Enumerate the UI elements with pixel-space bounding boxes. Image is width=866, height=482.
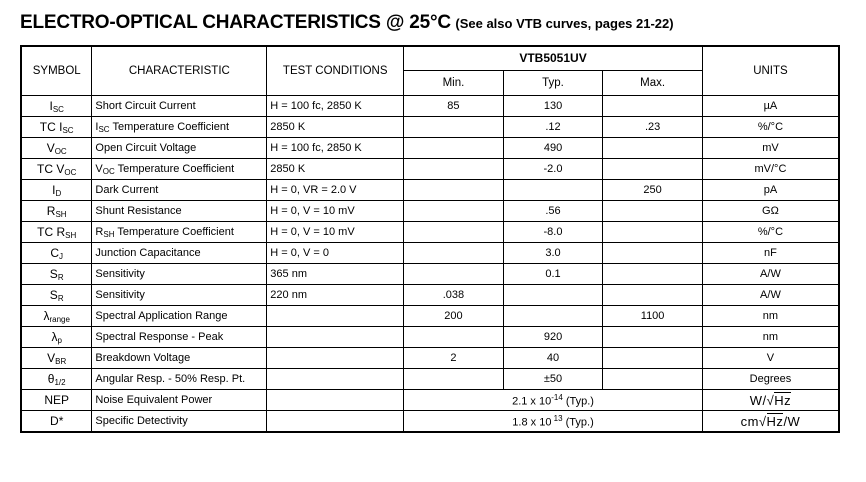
value-cell: 1.8 x 10 $^{13}$ (Typ.) [404, 411, 703, 433]
typ-cell: -8.0 [503, 222, 603, 243]
symbol-cell: $S_R$ [21, 264, 92, 285]
max-cell: .23 [603, 117, 703, 138]
min-cell [404, 243, 504, 264]
condition-cell: 220 nm [267, 285, 404, 306]
units-cell: GΩ [702, 201, 839, 222]
condition-cell: 2850 K [267, 159, 404, 180]
symbol-cell: $C_J$ [21, 243, 92, 264]
condition-cell [267, 327, 404, 348]
header-part-number: VTB5051UV [404, 46, 703, 70]
table-row [21, 243, 839, 264]
header-min: Min. [404, 70, 504, 95]
condition-cell: H = 0, V = 0 [267, 243, 404, 264]
max-cell [603, 222, 703, 243]
typ-cell [503, 285, 603, 306]
table-row-dstar [21, 411, 839, 433]
max-cell [603, 159, 703, 180]
characteristic-cell: $I_{SC}$ Temperature Coefficient [92, 117, 267, 138]
condition-cell [267, 348, 404, 369]
min-cell [404, 180, 504, 201]
characteristic-cell: Dark Current [92, 180, 267, 201]
table-row [21, 96, 839, 117]
symbol-cell: $S_R$ [21, 285, 92, 306]
typ-cell: 920 [503, 327, 603, 348]
max-cell [603, 285, 703, 306]
condition-cell [267, 369, 404, 390]
condition-cell: H = 100 fc, 2850 K [267, 138, 404, 159]
characteristic-cell: Sensitivity [92, 264, 267, 285]
value-cell: 2.1 x $10^{-14}$ (Typ.) [404, 390, 703, 411]
units-cell: A/W [702, 285, 839, 306]
min-cell [404, 222, 504, 243]
condition-cell [267, 306, 404, 327]
units-cell: %/°C [702, 222, 839, 243]
typ-cell: 40 [503, 348, 603, 369]
units-cell: Degrees [702, 369, 839, 390]
condition-cell: 2850 K [267, 117, 404, 138]
min-cell [404, 327, 504, 348]
condition-cell: H = 0, V = 10 mV [267, 222, 404, 243]
characteristics-table [20, 45, 840, 433]
max-cell [603, 348, 703, 369]
symbol-cell: TC $I_{SC}$ [21, 117, 92, 138]
table-row [21, 222, 839, 243]
symbol-cell: $\theta_{1/2}$ [21, 369, 92, 390]
symbol-cell: NEP [21, 390, 92, 411]
symbol-cell: $I_D$ [21, 180, 92, 201]
min-cell [404, 264, 504, 285]
min-cell: 2 [404, 348, 504, 369]
characteristic-cell: Noise Equivalent Power [92, 390, 267, 411]
table-row [21, 369, 839, 390]
characteristic-cell: Specific Detectivity [92, 411, 267, 433]
characteristic-cell: Open Circuit Voltage [92, 138, 267, 159]
table-row [21, 348, 839, 369]
typ-cell: 3.0 [503, 243, 603, 264]
max-cell: 250 [603, 180, 703, 201]
characteristic-cell: Angular Resp. - 50% Resp. Pt. [92, 369, 267, 390]
units-cell: mV [702, 138, 839, 159]
title-main: ELECTRO-OPTICAL CHARACTERISTICS @ 25°C [20, 12, 451, 33]
characteristic-cell: $R_{SH}$ Temperature Coefficient [92, 222, 267, 243]
header-symbol: SYMBOL [21, 46, 92, 96]
symbol-cell: $I_{SC}$ [21, 96, 92, 117]
min-cell [404, 138, 504, 159]
max-cell [603, 243, 703, 264]
table-row [21, 264, 839, 285]
header-characteristic: CHARACTERISTIC [92, 46, 267, 96]
header-test-conditions: TEST CONDITIONS [267, 46, 404, 96]
min-cell: 200 [404, 306, 504, 327]
characteristic-cell: Junction Capacitance [92, 243, 267, 264]
max-cell [603, 264, 703, 285]
condition-cell [267, 411, 404, 433]
min-cell [404, 159, 504, 180]
units-cell: mV/°C [702, 159, 839, 180]
units-cell: nm [702, 327, 839, 348]
table-row [21, 180, 839, 201]
header-units: UNITS [702, 46, 839, 96]
typ-cell: ±50 [503, 369, 603, 390]
typ-cell [503, 180, 603, 201]
symbol-cell: $V_{OC}$ [21, 138, 92, 159]
max-cell: 1100 [603, 306, 703, 327]
characteristic-cell: Breakdown Voltage [92, 348, 267, 369]
table-row [21, 159, 839, 180]
units-cell: µA [702, 96, 839, 117]
units-cell: W/√Hz [702, 390, 839, 411]
units-cell: nm [702, 306, 839, 327]
units-cell: nF [702, 243, 839, 264]
table-row [21, 201, 839, 222]
min-cell [404, 117, 504, 138]
table-row [21, 117, 839, 138]
units-cell: A/W [702, 264, 839, 285]
min-cell: 85 [404, 96, 504, 117]
table-row [21, 306, 839, 327]
typ-cell: 490 [503, 138, 603, 159]
characteristic-cell: Short Circuit Current [92, 96, 267, 117]
table-row [21, 285, 839, 306]
condition-cell [267, 390, 404, 411]
header-max: Max. [603, 70, 703, 95]
characteristic-cell: Spectral Application Range [92, 306, 267, 327]
table-row-nep [21, 390, 839, 411]
page-title [20, 12, 674, 34]
units-cell: %/°C [702, 117, 839, 138]
symbol-cell: $V_{BR}$ [21, 348, 92, 369]
table-row [21, 138, 839, 159]
condition-cell: 365 nm [267, 264, 404, 285]
typ-cell: .56 [503, 201, 603, 222]
min-cell: .038 [404, 285, 504, 306]
typ-cell: 130 [503, 96, 603, 117]
characteristic-cell: Sensitivity [92, 285, 267, 306]
condition-cell: H = 0, V = 10 mV [267, 201, 404, 222]
max-cell [603, 138, 703, 159]
characteristic-cell: Shunt Resistance [92, 201, 267, 222]
condition-cell: H = 100 fc, 2850 K [267, 96, 404, 117]
title-sub: (See also VTB curves, pages 21-22) [455, 16, 674, 31]
symbol-cell: D* [21, 411, 92, 433]
symbol-cell: $\lambda_p$ [21, 327, 92, 348]
units-cell: V [702, 348, 839, 369]
max-cell [603, 96, 703, 117]
symbol-cell: $R_{SH}$ [21, 201, 92, 222]
header-typ: Typ. [503, 70, 603, 95]
symbol-cell: TC $R_{SH}$ [21, 222, 92, 243]
units-cell: pA [702, 180, 839, 201]
condition-cell: H = 0, VR = 2.0 V [267, 180, 404, 201]
typ-cell [503, 306, 603, 327]
max-cell [603, 201, 703, 222]
max-cell [603, 327, 703, 348]
typ-cell: 0.1 [503, 264, 603, 285]
min-cell [404, 201, 504, 222]
typ-cell: -2.0 [503, 159, 603, 180]
max-cell [603, 369, 703, 390]
characteristic-cell: Spectral Response - Peak [92, 327, 267, 348]
table-row [21, 327, 839, 348]
min-cell [404, 369, 504, 390]
units-cell: cm√Hz/W [702, 411, 839, 433]
characteristic-cell: $V_{OC}$ Temperature Coefficient [92, 159, 267, 180]
typ-cell: .12 [503, 117, 603, 138]
symbol-cell: TC $V_{OC}$ [21, 159, 92, 180]
symbol-cell: $\lambda_{range}$ [21, 306, 92, 327]
